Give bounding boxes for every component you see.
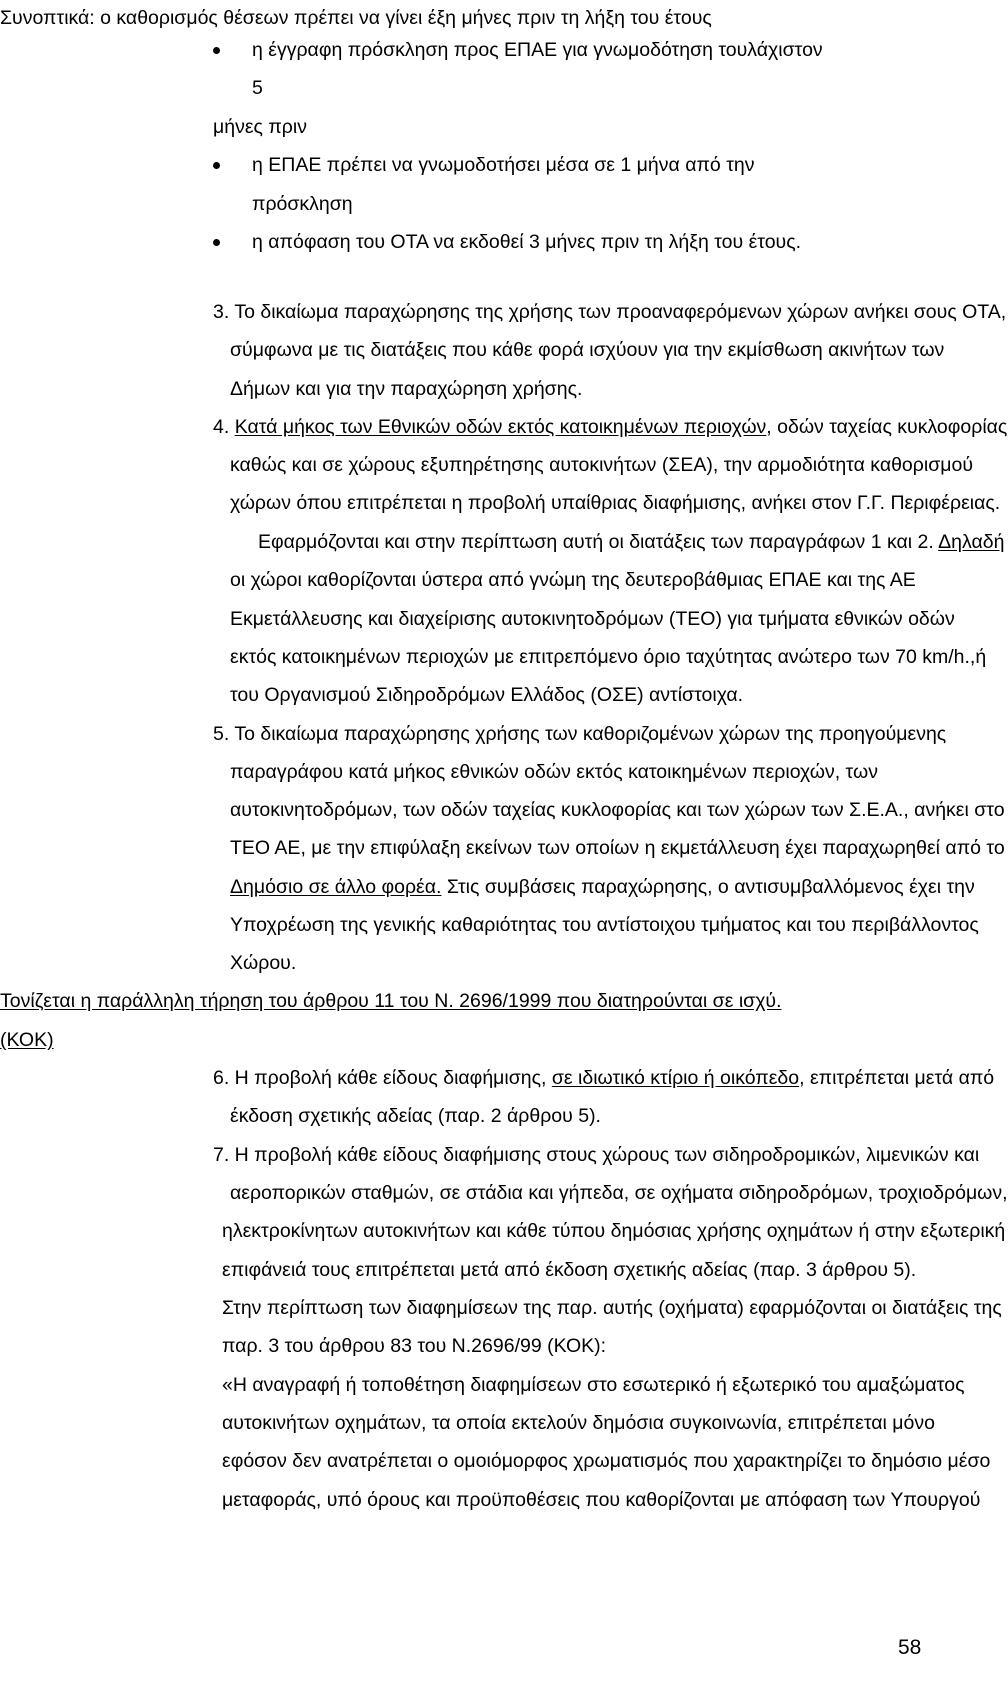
item4-line-1 bbox=[213, 415, 1007, 439]
item6-rest: , επιτρέπεται μετά από bbox=[799, 1067, 995, 1089]
item7-line-2: αεροπορικών σταθμών, σε στάδια και γήπεδα, σε οχήματα σιδηροδρόμων, τροχιοδρόμων, bbox=[230, 1182, 1008, 1204]
item7-line-6: παρ. 3 του άρθρου 83 του Ν.2696/99 (ΚΟΚ): bbox=[222, 1335, 607, 1357]
item6-line-2: έκδοση σχετικής αδείας (παρ. 2 άρθρου 5). bbox=[230, 1105, 601, 1127]
bullet-1-line-3: μήνες πριν bbox=[213, 116, 307, 138]
item7-line-8: αυτοκινήτων οχημάτων, τα οποία εκτελούν δημόσια συγκοινωνία, επιτρέπεται μόνο bbox=[222, 1412, 935, 1434]
item4-line-6: Εκμετάλλευσης και διαχείρισης αυτοκινητοδρόμων (ΤΕΟ) για τμήματα εθνικών οδών bbox=[230, 608, 955, 630]
item4-line-5: οι χώροι καθορίζονται ύστερα από γνώμη της δευτεροβάθμιας ΕΠΑΕ και της ΑΕ bbox=[230, 569, 916, 591]
item4-underlined-lead: Κατά μήκος των Εθνικών οδών εκτός κατοικημένων περιοχών bbox=[234, 416, 767, 438]
item5-line-5 bbox=[230, 875, 975, 899]
bullet-icon bbox=[213, 162, 220, 169]
item4-line-8: του Οργανισμού Σιδηροδρόμων Ελλάδος (ΟΣΕ) αντίστοιχα. bbox=[230, 684, 744, 706]
item7-line-1: 7. Η προβολή κάθε είδους διαφήμισης στους χώρους των σιδηροδρομικών, λιμενικών και bbox=[213, 1144, 980, 1166]
item5-line-6: Υποχρέωση της γενικής καθαριότητας του αντίστοιχου τμήματος και του περιβάλλοντος bbox=[230, 914, 979, 936]
item4-line4-plain: Εφαρμόζονται και στην περίπτωση αυτή οι διατάξεις των παραγράφων 1 και 2. bbox=[258, 531, 939, 553]
item4-number: 4. bbox=[213, 416, 230, 438]
item5-line-7: Χώρου. bbox=[230, 952, 297, 974]
item5-line5-rest: Στις συμβάσεις παραχώρησης, ο αντισυμβαλλόμενος έχει την bbox=[441, 876, 975, 898]
item4-line1-rest: , οδών ταχείας κυκλοφορίας bbox=[766, 416, 1008, 438]
item6-lead: 6. Η προβολή κάθε είδους διαφήμισης, bbox=[213, 1067, 552, 1089]
item3-line-3: Δήμων και για την παραχώρηση χρήσης. bbox=[230, 378, 583, 400]
summary-intro: Συνοπτικά: ο καθορισμός θέσεων πρέπει να γίνει έξη μήνες πριν τη λήξη του έτους bbox=[0, 7, 712, 29]
item5-line-2: παραγράφου κατά μήκος εθνικών οδών εκτός κατοικημένων περιοχών, των bbox=[230, 761, 878, 783]
item5-line-1: 5. Το δικαίωμα παραχώρησης χρήσης των καθοριζομένων χώρων της προηγούμενης bbox=[213, 723, 947, 745]
item7-line-3: ηλεκτροκίνητων αυτοκινήτων και κάθε τύπου δημόσιας χρήσης οχημάτων ή στην εξωτερική bbox=[222, 1220, 1006, 1242]
item6-underlined: σε ιδιωτικό κτίριο ή οικόπεδο bbox=[551, 1067, 800, 1089]
item4-line-2: καθώς και σε χώρους εξυπηρέτησης αυτοκινήτων (ΣΕΑ), την αρμοδιότητα καθορισμού bbox=[230, 454, 973, 476]
item4-line-3: χώρων όπου επιτρέπεται η προβολή υπαίθριας διαφήμισης, ανήκει στον Γ.Γ. Περιφέρειας. bbox=[230, 492, 1001, 514]
item7-line-5: Στην περίπτωση των διαφημίσεων της παρ. αυτής (οχήματα) εφαρμόζονται οι διατάξεις της bbox=[222, 1297, 1002, 1319]
emphasis-line-1: Τονίζεται η παράλληλη τήρηση του άρθρου 11 του Ν. 2696/1999 που διατηρούνται σε ισχύ. bbox=[0, 990, 782, 1012]
item7-line-10: μεταφοράς, υπό όρους και προϋποθέσεις που καθορίζονται με απόφαση των Υπουργού bbox=[222, 1489, 981, 1511]
item4-line4-underlined: Δηλαδή bbox=[938, 531, 1005, 553]
page-number: 58 bbox=[898, 1636, 922, 1659]
item7-line-7: «Η αναγραφή ή τοποθέτηση διαφημίσεων στο εσωτερικό ή εξωτερικό του αμαξώματος bbox=[222, 1374, 965, 1396]
item5-line-3: αυτοκινητοδρόμων, των οδών ταχείας κυκλοφορίας και των χώρων των Σ.Ε.Α., ανήκει στο bbox=[230, 799, 1005, 821]
item4-line-7: εκτός κατοικημένων περιοχών με επιτρεπόμενο όριο ταχύτητας ανώτερο των 70 km/h.,ή bbox=[230, 646, 987, 668]
item7-line-9: εφόσον δεν ανατρέπεται ο ομοιόμορφος χρωματισμός που χαρακτηρίζει το δημόσιο μέσο bbox=[222, 1450, 991, 1472]
bullet-icon bbox=[213, 239, 220, 246]
item3-line-2: σύμφωνα με τις διατάξεις που κάθε φορά ισχύουν για την εκμίσθωση ακινήτων των bbox=[230, 339, 945, 361]
item5-line5-underlined: Δημόσιο σε άλλο φορέα. bbox=[230, 876, 442, 898]
item5-line-4: ΤΕΟ ΑΕ, με την επιφύλαξη εκείνων των οποίων η εκμετάλλευση έχει παραχωρηθεί από το bbox=[230, 837, 1005, 859]
bullet-2-line-2: πρόσκληση bbox=[252, 193, 353, 215]
emphasis-line-2: (ΚΟΚ) bbox=[0, 1029, 54, 1051]
item6-line-1 bbox=[213, 1066, 994, 1090]
bullet-3-line-1: η απόφαση του ΟΤΑ να εκδοθεί 3 μήνες πριν τη λήξη του έτους. bbox=[252, 231, 802, 253]
bullet-1-line-1: η έγγραφη πρόσκληση προς ΕΠΑΕ για γνωμοδότηση τουλάχιστον bbox=[252, 39, 823, 61]
item7-line-4: επιφάνειά τους επιτρέπεται μετά από έκδοση σχετικής αδείας (παρ. 3 άρθρου 5). bbox=[222, 1259, 917, 1281]
item4-line-4 bbox=[258, 530, 1004, 554]
bullet-2-line-1: η ΕΠΑΕ πρέπει να γνωμοδοτήσει μέσα σε 1 μήνα από την bbox=[252, 154, 755, 176]
bullet-icon bbox=[213, 47, 220, 54]
item3-line-1: 3. Το δικαίωμα παραχώρησης της χρήσης των προαναφερόμενων χώρων ανήκει σους ΟΤΑ, bbox=[213, 301, 1007, 323]
bullet-1-line-2: 5 bbox=[252, 77, 263, 99]
